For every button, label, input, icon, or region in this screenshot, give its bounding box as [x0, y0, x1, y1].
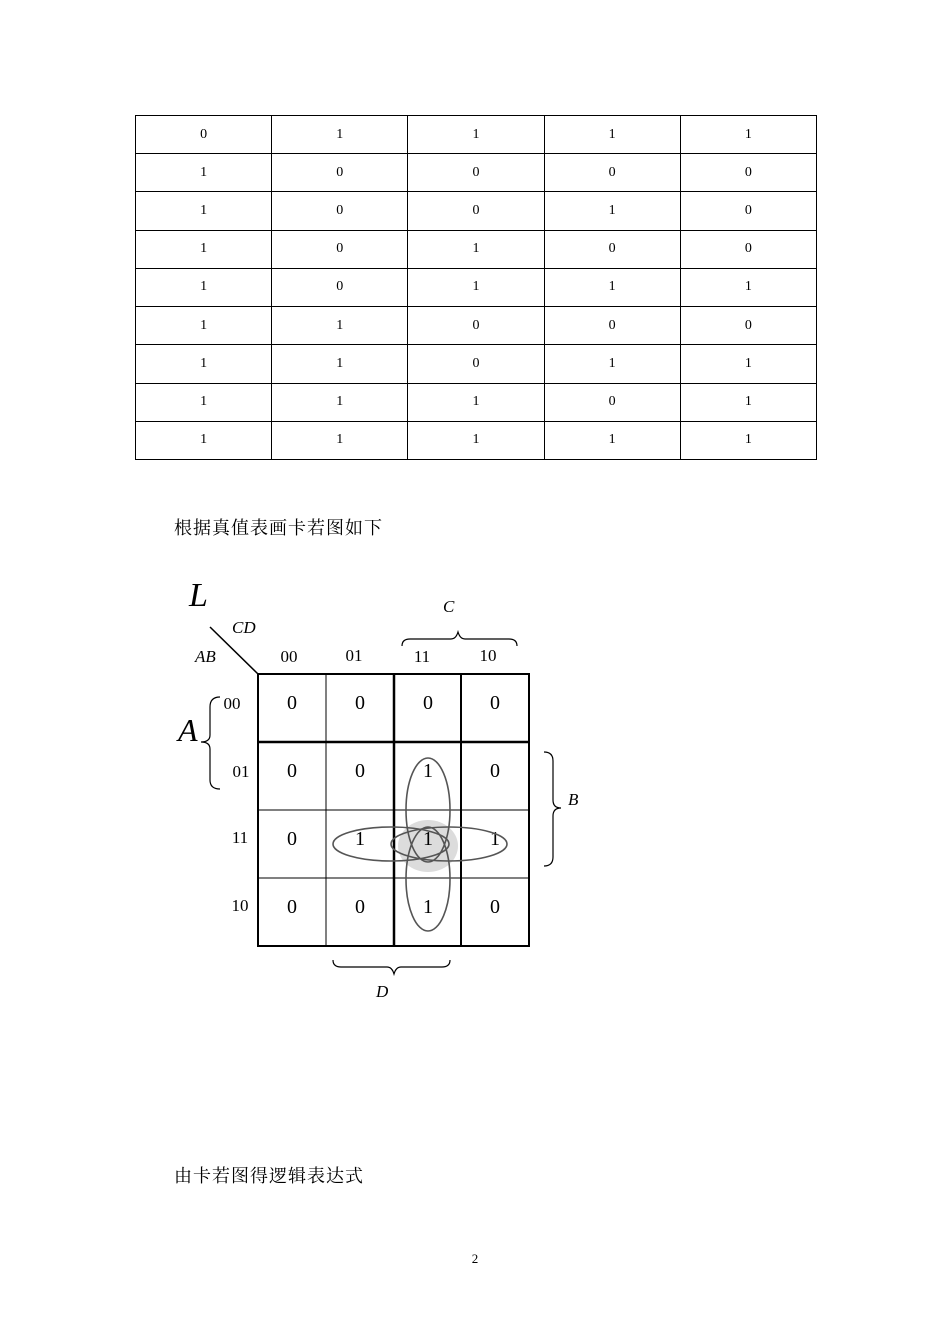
- table-cell: 1: [136, 307, 272, 345]
- kmap-cell: 1: [423, 828, 433, 850]
- table-cell: 1: [408, 230, 544, 268]
- label-c: C: [443, 597, 455, 616]
- kmap-cell: 0: [355, 760, 365, 782]
- table-cell: 1: [136, 268, 272, 306]
- col-header-00: 00: [280, 647, 298, 666]
- kmap-cell: 0: [355, 692, 365, 714]
- col-var-label: CD: [232, 618, 256, 637]
- table-cell: 0: [680, 192, 816, 230]
- table-cell: 1: [136, 230, 272, 268]
- table-cell: 1: [136, 421, 272, 459]
- table-cell: 0: [272, 154, 408, 192]
- brace-b: [544, 752, 561, 866]
- table-cell: 0: [272, 192, 408, 230]
- table-cell: 0: [272, 268, 408, 306]
- kmap-cell: 0: [423, 692, 433, 714]
- table-cell: 0: [272, 230, 408, 268]
- label-b: B: [568, 790, 579, 809]
- table-cell: 1: [544, 268, 680, 306]
- kmap-cell: 0: [355, 896, 365, 918]
- brace-d: [333, 960, 450, 974]
- table-cell: 1: [272, 307, 408, 345]
- table-cell: 1: [136, 383, 272, 421]
- row-var-label: AB: [195, 647, 216, 666]
- table-cell: 1: [544, 116, 680, 154]
- table-cell: 1: [680, 383, 816, 421]
- table-cell: 0: [680, 230, 816, 268]
- function-label: L: [189, 577, 208, 614]
- paragraph-logic-expression: 由卡若图得逻辑表达式: [174, 1166, 364, 1187]
- table-cell: 0: [544, 307, 680, 345]
- page-number: 2: [471, 1251, 479, 1266]
- table-cell: 1: [680, 421, 816, 459]
- col-header-11: 11: [413, 647, 431, 666]
- table-cell: 1: [136, 345, 272, 383]
- table-cell: 1: [408, 116, 544, 154]
- table-cell: 0: [408, 345, 544, 383]
- table-cell: 1: [272, 383, 408, 421]
- table-cell: 1: [680, 116, 816, 154]
- kmap-cell: 0: [287, 896, 297, 918]
- brace-c: [402, 632, 517, 646]
- row-header-00: 00: [223, 694, 241, 713]
- table-cell: 1: [408, 268, 544, 306]
- table-cell: 1: [272, 116, 408, 154]
- table-cell: 1: [544, 345, 680, 383]
- kmap-cell: 0: [490, 692, 500, 714]
- table-cell: 1: [680, 345, 816, 383]
- kmap-cell: 1: [355, 828, 365, 850]
- table-cell: 0: [680, 154, 816, 192]
- table-cell: 0: [680, 307, 816, 345]
- col-header-01: 01: [345, 646, 363, 665]
- table-cell: 1: [408, 421, 544, 459]
- table-cell: 1: [272, 345, 408, 383]
- table-cell: 1: [680, 268, 816, 306]
- table-cell: 0: [544, 154, 680, 192]
- table-cell: 0: [408, 192, 544, 230]
- col-header-10: 10: [479, 646, 497, 665]
- kmap-cell: 0: [287, 692, 297, 714]
- kmap-cell: 0: [287, 760, 297, 782]
- row-header-10: 10: [231, 896, 249, 915]
- table-cell: 1: [544, 192, 680, 230]
- kmap-cell: 1: [423, 760, 433, 782]
- kmap-cell: 1: [490, 828, 500, 850]
- row-header-01: 01: [232, 762, 250, 781]
- table-cell: 0: [544, 230, 680, 268]
- kmap-grid: [258, 674, 529, 946]
- table-cell: 0: [408, 307, 544, 345]
- table-cell: 1: [136, 154, 272, 192]
- table-cell: 0: [136, 116, 272, 154]
- kmap-cell: 0: [287, 828, 297, 850]
- table-cell: 0: [544, 383, 680, 421]
- label-a: A: [178, 712, 198, 748]
- kmap-cell: 0: [490, 760, 500, 782]
- table-cell: 0: [408, 154, 544, 192]
- table-cell: 1: [544, 421, 680, 459]
- table-cell: 1: [272, 421, 408, 459]
- paragraph-kmap-intro: 根据真值表画卡若图如下: [174, 518, 383, 539]
- row-header-11: 11: [231, 828, 249, 847]
- kmap-cell: 1: [423, 896, 433, 918]
- table-cell: 1: [136, 192, 272, 230]
- kmap-cell: 0: [490, 896, 500, 918]
- brace-a: [201, 697, 220, 789]
- label-d: D: [376, 982, 389, 1001]
- table-cell: 1: [408, 383, 544, 421]
